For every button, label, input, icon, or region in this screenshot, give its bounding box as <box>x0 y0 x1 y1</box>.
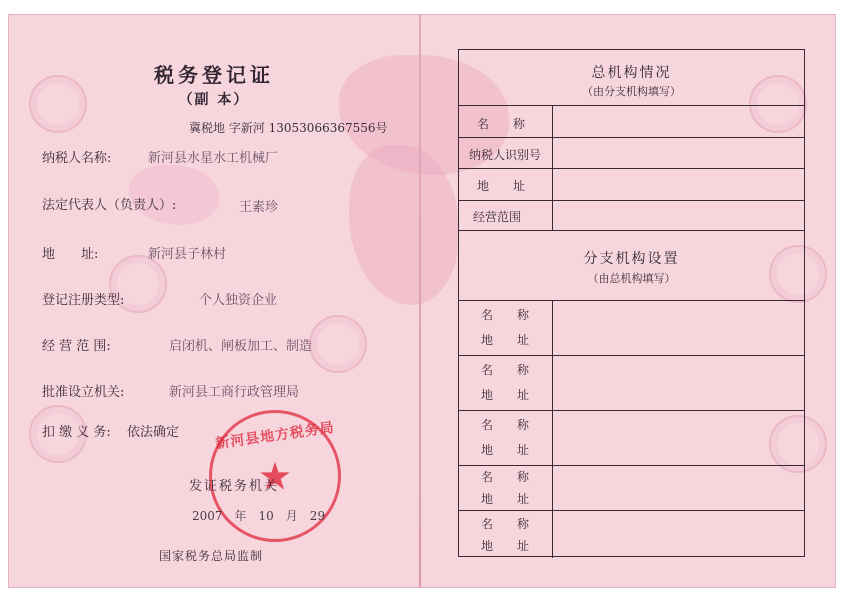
field-label: 地 址: <box>42 247 99 262</box>
right-page <box>421 15 835 587</box>
branch-address-label: 地 址 <box>481 443 530 457</box>
branch-address-label: 地 址 <box>481 492 530 506</box>
seal-text: 新河县地方税务局 <box>214 419 336 453</box>
field-value: 新河县水星水工机械厂 <box>148 151 279 166</box>
hq-row-label: 经营范围 <box>473 210 522 224</box>
left-page <box>9 15 419 587</box>
branch-section-subtitle: （由总机构填写） <box>587 272 676 285</box>
tax-certificate <box>8 14 836 588</box>
branch-info-table <box>458 49 805 557</box>
hq-row-label: 名 称 <box>477 117 526 131</box>
field-value: 王素珍 <box>239 200 279 215</box>
field-value: 新河县子林村 <box>148 247 227 262</box>
issue-date: 2007 年 10 月 29 <box>192 509 326 523</box>
branch-name-label: 名 称 <box>481 418 530 432</box>
field-value: 启闭机、闸板加工、制造 <box>169 339 313 354</box>
field-address <box>42 243 98 262</box>
branch-name-label: 名 称 <box>481 470 530 484</box>
supervision-note: 国家税务总局监制 <box>159 549 264 563</box>
field-legal-representative <box>42 194 176 213</box>
certificate-subtitle: （副 本） <box>178 92 250 108</box>
field-approval-authority <box>42 381 124 400</box>
field-value: 新河县工商行政管理局 <box>169 385 300 400</box>
branch-address-label: 地 址 <box>481 388 530 402</box>
field-label: 登记注册类型: <box>42 293 125 308</box>
issuing-authority: 发证税务机关 <box>189 479 280 494</box>
branch-name-label: 名 称 <box>481 517 530 531</box>
hq-section-title: 总机构情况 <box>591 65 672 81</box>
seal-star-icon: ★ <box>259 457 291 497</box>
field-label: 法定代表人（负责人）: <box>42 198 177 213</box>
field-taxpayer-name <box>42 147 111 166</box>
branch-name-label: 名 称 <box>481 308 530 322</box>
hq-section-subtitle: （由分支机构填写） <box>582 85 681 98</box>
field-label: 批准设立机关: <box>42 385 125 400</box>
certificate-title: 税务登记证 <box>154 63 274 87</box>
field-business-scope <box>42 335 111 354</box>
field-value: 依法确定 <box>127 425 180 440</box>
registration-number: 冀税地 字新河 13053066367556号 <box>189 121 388 135</box>
hq-row-label: 地 址 <box>477 179 526 193</box>
branch-address-label: 地 址 <box>481 539 530 553</box>
field-label: 经 营 范 围: <box>42 339 111 354</box>
branch-address-label: 地 址 <box>481 333 530 347</box>
field-withholding-obligation <box>42 421 111 440</box>
field-value: 个人独资企业 <box>199 293 278 308</box>
field-registration-type <box>42 289 124 308</box>
branch-section-title: 分支机构设置 <box>583 251 680 267</box>
field-label: 纳税人名称: <box>42 151 112 166</box>
hq-row-label: 纳税人识别号 <box>469 148 542 162</box>
branch-name-label: 名 称 <box>481 363 530 377</box>
field-label: 扣 缴 义 务: <box>42 425 111 440</box>
